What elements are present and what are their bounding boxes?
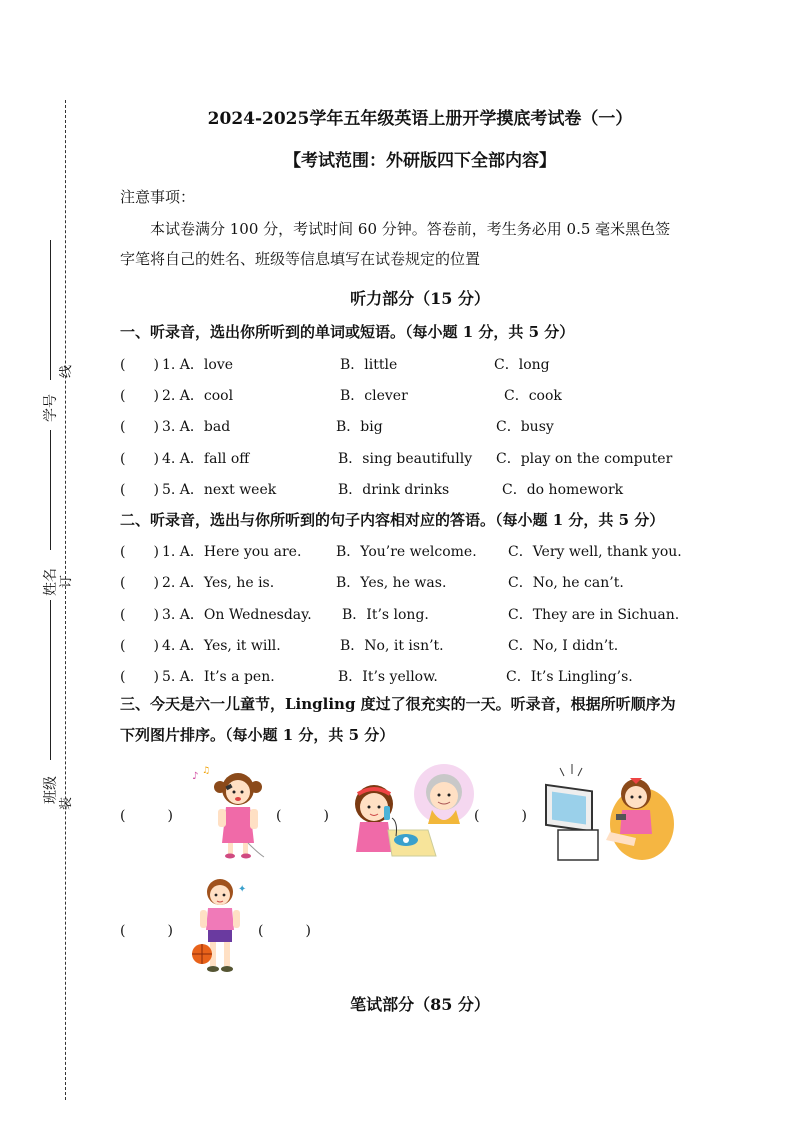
part2-item: ( ) 4. A．Yes, it will. B．No, it isn’t. C．No, I didn’t. [120, 638, 619, 654]
part2-item: ( ) 5. A．It’s a pen. B．It’s yellow. C．It’s Lingling’s. [120, 669, 633, 685]
picture-answer-blank-4[interactable]: ( ) [120, 923, 173, 939]
picture-answer-blank-2[interactable]: ( ) [276, 808, 329, 824]
exam-title: 2024-2025学年五年级英语上册开学摸底考试卷（一） [207, 109, 633, 129]
binding-dashed-line [65, 100, 66, 1100]
binding-char-zhuang: 装 [59, 796, 75, 811]
svg-text:♫: ♫ [202, 766, 211, 776]
girl-watching-tv-picture [540, 762, 675, 862]
picture-answer-blank-1[interactable]: ( ) [120, 808, 173, 824]
girl-phoning-grandma-picture [348, 760, 478, 860]
part1-item: ( ) 5. A．next week B．drink drinks C．do homework [120, 482, 624, 498]
binding-char-ding: 订 [59, 574, 75, 589]
notes-body: 本试卷满分 100 分，考试时间 60 分钟。答卷前，考生务必用 0.5 毫米黑色签字笔将自己的姓名、班级等信息填写在试卷规定的位置 [120, 220, 671, 268]
name-label: 姓名 [43, 568, 59, 596]
part2-item: ( ) 3. A．On Wednesday. B．It’s long. C．They are in Sichuan. [120, 607, 680, 623]
writing-heading: 笔试部分（85 分） [350, 995, 490, 1014]
part1-item: ( ) 3. A．bad B．big C．busy [120, 419, 554, 435]
part1-item: ( ) 1. A．love B．little C．long [120, 357, 550, 373]
student-no-blank [50, 240, 51, 380]
part1-instruction: 一、听录音，选出你所听到的单词或短语。（每小题 1 分，共 5 分） [120, 323, 575, 341]
student-no-label: 学号 [43, 394, 59, 422]
exam-scope: 【考试范围：外研版四下全部内容】 [284, 151, 556, 171]
part1-item: ( ) 4. A．fall off B．sing beautifully C．play on the computer [120, 451, 673, 467]
part1-item: ( ) 2. A．cool B．clever C．cook [120, 388, 562, 404]
name-blank [50, 430, 51, 550]
part2-item: ( ) 1. A．Here you are. B．You’re welcome. C．Very well, thank you. [120, 544, 682, 560]
class-blank [50, 600, 51, 760]
svg-text:✦: ✦ [238, 884, 247, 895]
class-label: 班级 [43, 776, 59, 804]
girl-playing-basketball-picture [188, 876, 258, 978]
part3-instruction: 三、今天是六一儿童节，Lingling 度过了很充实的一天。听录音，根据所听顺序为下列图片排序。（每小题 1 分，共 5 分） [120, 695, 676, 744]
picture-answer-blank-5[interactable]: ( ) [258, 923, 311, 939]
girl-singing-picture [188, 765, 278, 860]
part2-item: ( ) 2. A．Yes, he is. B．Yes, he was. C．No, he can’t. [120, 575, 624, 591]
picture-answer-blank-3[interactable]: ( ) [474, 808, 527, 824]
listening-heading: 听力部分（15 分） [350, 289, 490, 308]
notes-heading: 注意事项： [120, 188, 196, 206]
svg-text:♪: ♪ [192, 771, 199, 782]
part2-instruction: 二、听录音，选出与你所听到的句子内容相对应的答语。（每小题 1 分，共 5 分） [120, 511, 665, 529]
binding-char-xian: 线 [59, 364, 75, 379]
